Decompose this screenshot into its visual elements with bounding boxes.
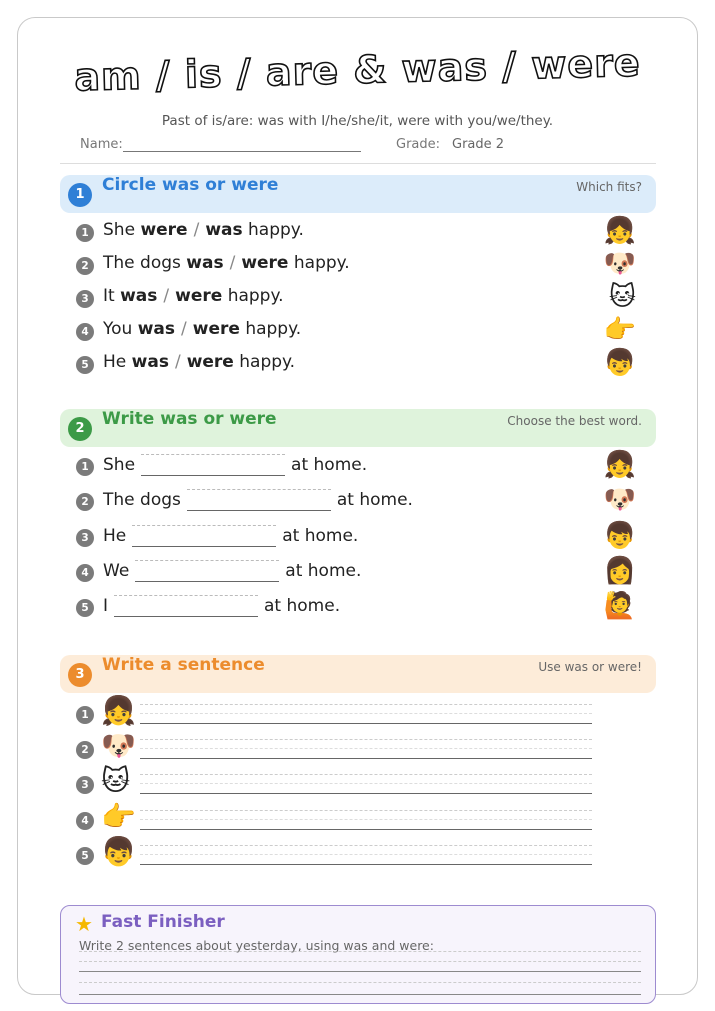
rest: happy. [293, 253, 350, 273]
fill-item [76, 591, 636, 621]
fast-finisher-title: Fast Finisher [101, 912, 225, 932]
page-title: am / is / are & was / were [73, 40, 642, 100]
option-1[interactable]: was [186, 253, 224, 273]
sentence [103, 489, 413, 511]
boy-icon: 👦 [603, 348, 636, 378]
fast-finisher-box [60, 905, 656, 1004]
item-number: 4 [76, 812, 94, 830]
writing-guide [79, 961, 641, 962]
item-number: 1 [76, 458, 94, 476]
sentence: You was / were happy. [103, 319, 302, 339]
dog-icon: 🐶 [603, 485, 636, 515]
sentence-item [76, 694, 596, 732]
subject: He [103, 352, 127, 372]
rest: happy. [248, 220, 304, 240]
name-row [80, 137, 361, 152]
writing-line[interactable] [140, 845, 592, 865]
section-hint: Choose the best word. [507, 414, 642, 428]
option-1[interactable]: was [131, 352, 169, 372]
answer-blank[interactable] [187, 489, 331, 511]
option-2[interactable]: were [241, 253, 289, 273]
writing-guide [79, 982, 641, 983]
rest: at home. [285, 561, 362, 581]
answer-blank[interactable] [141, 454, 285, 476]
rest: at home. [291, 455, 368, 475]
sentence [103, 560, 361, 582]
option-2[interactable]: was [205, 220, 243, 240]
subject: She [103, 455, 136, 475]
writing-midline [140, 854, 592, 855]
sentence-item [76, 835, 596, 873]
sentence [103, 454, 367, 476]
boy-icon: 👦 [603, 521, 636, 551]
sentence-item [76, 764, 596, 802]
item-number: 4 [76, 323, 94, 341]
option-2[interactable]: were [175, 286, 223, 306]
section-title: Write a sentence [102, 655, 265, 675]
girl-icon: 👧 [101, 694, 136, 727]
option-1[interactable]: was [120, 286, 158, 306]
writing-line[interactable] [79, 994, 641, 995]
star-icon: ★ [75, 912, 93, 936]
answer-blank[interactable] [114, 595, 258, 617]
pointing-hand-icon: 👉 [101, 800, 136, 833]
fill-item [76, 521, 636, 551]
sentence [103, 525, 358, 547]
fill-item [76, 485, 636, 515]
subject: He [103, 526, 127, 546]
girl-icon: 👧 [603, 450, 636, 480]
item-number: 2 [76, 493, 94, 511]
subject: You [103, 319, 133, 339]
raising-hand-icon: 🙋 [603, 591, 636, 621]
writing-line[interactable] [140, 704, 592, 724]
section-3-header [60, 655, 656, 693]
item-number: 2 [76, 741, 94, 759]
grade-label: Grade: [396, 137, 441, 152]
writing-midline [140, 783, 592, 784]
answer-blank[interactable] [132, 525, 276, 547]
subject: I [103, 596, 109, 616]
boy-icon: 👦 [101, 835, 136, 868]
sentence: She were / was happy. [103, 220, 304, 240]
subject: We [103, 561, 130, 581]
writing-midline [140, 713, 592, 714]
section-number: 3 [68, 663, 92, 687]
subject: The dogs [103, 490, 181, 510]
section-1-header [60, 175, 656, 213]
woman-icon: 👩 [603, 556, 636, 586]
dog-icon: 🐶 [603, 249, 636, 279]
item-number: 5 [76, 847, 94, 865]
answer-blank[interactable] [135, 560, 279, 582]
writing-line[interactable] [79, 971, 641, 972]
name-field[interactable] [123, 138, 361, 152]
sentence [103, 595, 340, 617]
page-subtitle: Past of is/are: was with I/he/she/it, were with you/we/they. [161, 113, 554, 129]
option-1[interactable]: were [140, 220, 188, 240]
cat-icon: 🐱 [101, 764, 131, 797]
item-number: 3 [76, 290, 94, 308]
fast-finisher-instructions: Write 2 sentences about yesterday, using was and were: [79, 938, 434, 953]
divider [60, 163, 656, 164]
rest: happy. [239, 352, 296, 372]
rest: happy. [245, 319, 302, 339]
sentence: The dogs was / were happy. [103, 253, 350, 273]
circle-item [76, 348, 636, 378]
rest: at home. [282, 526, 359, 546]
name-label: Name: [80, 137, 123, 152]
circle-item [76, 315, 636, 345]
circle-item [76, 249, 636, 279]
subject: The dogs [103, 253, 181, 273]
rest: at home. [336, 490, 413, 510]
sentence-item [76, 800, 596, 838]
item-number: 4 [76, 564, 94, 582]
section-title: Write was or were [102, 409, 277, 429]
item-number: 3 [76, 529, 94, 547]
circle-item [76, 216, 636, 246]
cat-icon: 🐱 [608, 282, 636, 312]
option-2[interactable]: were [186, 352, 234, 372]
section-2-header [60, 409, 656, 447]
fill-item [76, 556, 636, 586]
writing-line[interactable] [140, 774, 592, 794]
pointing-hand-icon: 👉 [603, 315, 636, 345]
rest: at home. [264, 596, 341, 616]
girl-icon: 👧 [603, 216, 636, 246]
item-number: 3 [76, 776, 94, 794]
writing-line[interactable] [140, 810, 592, 830]
section-title: Circle was or were [102, 175, 279, 195]
section-hint: Use was or were! [538, 660, 642, 674]
item-number: 5 [76, 599, 94, 617]
writing-midline [140, 819, 592, 820]
sentence: He was / were happy. [103, 352, 296, 372]
item-number: 1 [76, 706, 94, 724]
writing-midline [140, 748, 592, 749]
section-hint: Which fits? [576, 180, 642, 194]
subject: It [103, 286, 115, 306]
subject: She [103, 220, 136, 240]
item-number: 2 [76, 257, 94, 275]
writing-guide [79, 951, 641, 952]
fill-item [76, 450, 636, 480]
section-number: 2 [68, 417, 92, 441]
item-number: 5 [76, 356, 94, 374]
dog-icon: 🐶 [101, 729, 136, 762]
grade-row [396, 137, 504, 152]
writing-line[interactable] [140, 739, 592, 759]
section-number: 1 [68, 183, 92, 207]
sentence: It was / were happy. [103, 286, 284, 306]
sentence-item [76, 729, 596, 767]
option-2[interactable]: were [192, 319, 240, 339]
item-number: 1 [76, 224, 94, 242]
option-1[interactable]: was [137, 319, 176, 339]
grade-value: Grade 2 [452, 137, 505, 152]
circle-item [76, 282, 636, 312]
rest: happy. [227, 286, 284, 306]
